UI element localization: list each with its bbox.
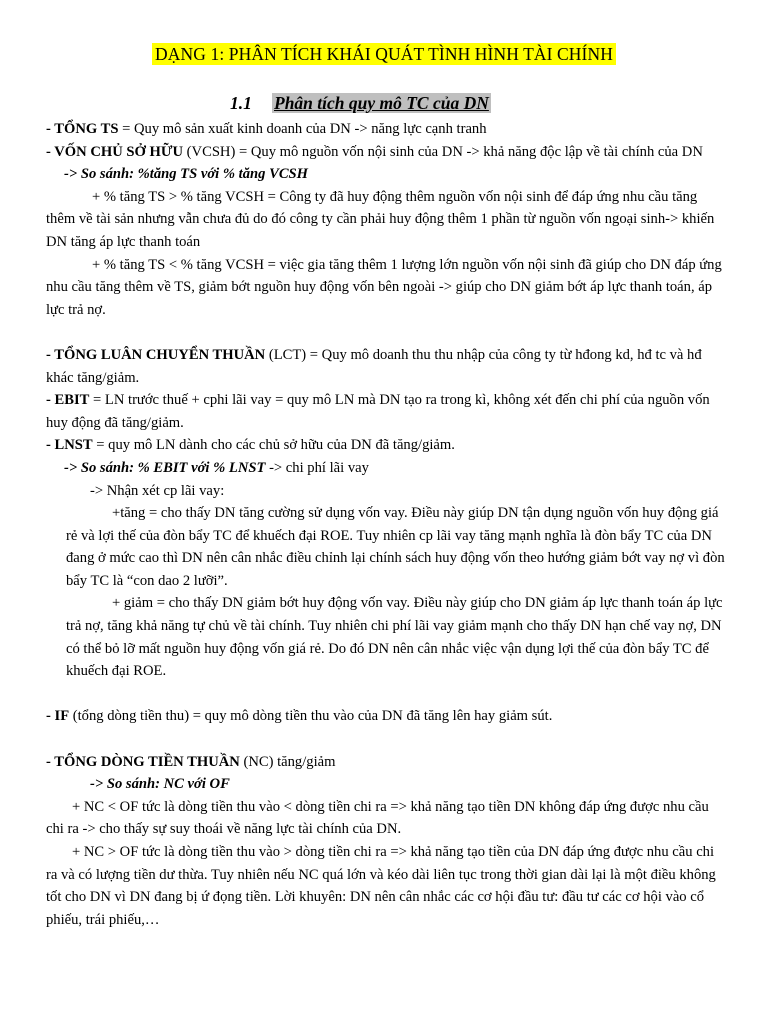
spacer (46, 321, 726, 344)
term-ebit: - EBIT (46, 392, 90, 409)
case-nc-greater: + NC > OF tức là dòng tiền thu vào > dòng tiền chi ra => khả năng tạo tiền của DN đáp ứng được nhu cầu chi ra và có lượng tiền dư thừa. Tuy nhiên nếu NC quá lớn và kéo dài liên tục trong thời gian dài lại là một điều không tốt cho DN vì DN đang bị ứ đọng tiền. Lời khuyên: DN nên cân nhắc các cơ hội đầu tư: đầu tư các cơ hội vào cổ phiếu, trái phiếu,… (46, 844, 716, 928)
text-tong-ts: = Quy mô sản xuất kinh doanh của DN -> năng lực cạnh tranh (118, 121, 487, 137)
section-title: Phân tích quy mô TC của DN (274, 93, 489, 113)
section-number: 1.1 (230, 93, 252, 113)
text-ebit: = LN trước thuế + cphi lãi vay = quy mô LN mà DN tạo ra trong kì, không xét đến chi phí của nguồn vốn huy động đã tăng/giảm. (46, 392, 710, 431)
text-nc: (NC) tăng/giảm (239, 753, 336, 770)
paragraph-lnst (46, 434, 726, 457)
text-if: (tổng dòng tiền thu) = quy mô dòng tiền thu vào của DN đã tăng lên hay giảm sút. (69, 708, 553, 725)
case-giam: + giảm = cho thấy DN giảm bớt huy động vốn vay. Điều này giúp cho DN giảm áp lực thanh toán áp lực trả nợ, tăng khả năng tự chủ về tài chính. Tuy nhiên chi phí lãi vay giảm mạnh cho thấy DN hạn chế vay nợ, DN có thể bỏ lỡ mất nguồn huy động vốn giá rẻ. Do đó DN nên cân nhắc việc vận dụng lợi thế của đòn bẩy TC để khuếch đại ROE. (66, 595, 723, 680)
case-tang: +tăng = cho thấy DN tăng cường sử dụng vốn vay. Điều này giúp DN tận dụng nguồn vốn huy động giá rẻ và lợi thế của đòn bẩy TC để khuếch đại ROE. Tuy nhiên cp lãi vay tăng mạnh nghĩa là đòn bẩy TC của DN đang ở mức cao thì DN nên cân nhắc điều chỉnh lại chính sách huy động vốn theo hướng giảm bớt vay nợ vì đòn bẩy TC là “con dao 2 lưỡi”. (66, 505, 725, 589)
section-heading (230, 90, 491, 116)
term-nc: - TỔNG DÒNG TIỀN THUẦN (46, 753, 240, 770)
title-wrap (0, 43, 768, 68)
term-lnst: - LNST (46, 437, 93, 454)
compare-nc-of: -> So sánh: NC với OF (90, 776, 230, 793)
case-ts-less: + % tăng TS < % tăng VCSH = việc gia tăng thêm 1 lượng lớn nguồn vốn nội sinh đã giúp cho DN đáp ứng nhu cầu tăng thêm về TS, giảm bớt nguồn huy động vốn bên ngoài -> giúp cho DN giảm bớt áp lực thanh toán, áp lực trả nợ. (46, 256, 722, 318)
text-lnst: = quy mô LN dành cho các chủ sở hữu của DN đã tăng/giảm. (92, 437, 455, 454)
document-body (46, 118, 726, 931)
spacer (46, 683, 726, 706)
paragraph-ebit (46, 389, 726, 434)
compare-ts-vcsh: -> So sánh: %tăng TS với % tăng VCSH (64, 166, 309, 183)
text-lct: (LCT) = Quy mô doanh thu thu nhập của công ty từ hđong kd, hđ tc và hđ khác tăng/giảm. (46, 346, 702, 386)
paragraph-vcsh (46, 141, 726, 164)
term-lct: - TỔNG LUÂN CHUYỂN THUẦN (46, 346, 266, 363)
compare-ebit-lead: -> So sánh: % EBIT với % LNST (64, 459, 266, 476)
paragraph-lct (46, 344, 726, 389)
term-vcsh: - VỐN CHỦ SỞ HỮU (46, 143, 184, 160)
case-ts-greater: + % tăng TS > % tăng VCSH = Công ty đã huy động thêm nguồn vốn nội sinh để đáp ứng nhu cầu tăng thêm về tài sản nhưng vẫn chưa đủ do đó công ty cần phải huy động thêm 1 phần từ nguồn vốn ngoại sinh-> khiến DN tăng áp lực thanh toán (46, 188, 715, 250)
spacer (46, 728, 726, 751)
page-title: DẠNG 1: PHÂN TÍCH KHÁI QUÁT TÌNH HÌNH TÀI CHÍNH (152, 43, 616, 65)
term-tong-ts: - TỔNG TS (46, 121, 119, 137)
paragraph-tong-ts (46, 118, 726, 141)
paragraph-nc (46, 751, 726, 774)
nhan-xet: -> Nhận xét cp lãi vay: (90, 482, 225, 499)
compare-ebit-lnst (46, 457, 726, 480)
compare-ebit-tail: -> chi phí lãi vay (265, 459, 369, 476)
text-vcsh: (VCSH) = Quy mô nguồn vốn nội sinh của DN -> khả năng độc lập về tài chính của DN (183, 143, 703, 160)
case-nc-less: + NC < OF tức là dòng tiền thu vào < dòng tiền chi ra => khả năng tạo tiền DN không đáp ứng được nhu cầu chi ra -> cho thấy sự suy thoái về năng lực tài chính của DN. (46, 798, 709, 838)
term-if: - IF (46, 708, 70, 725)
paragraph-if (46, 705, 726, 728)
